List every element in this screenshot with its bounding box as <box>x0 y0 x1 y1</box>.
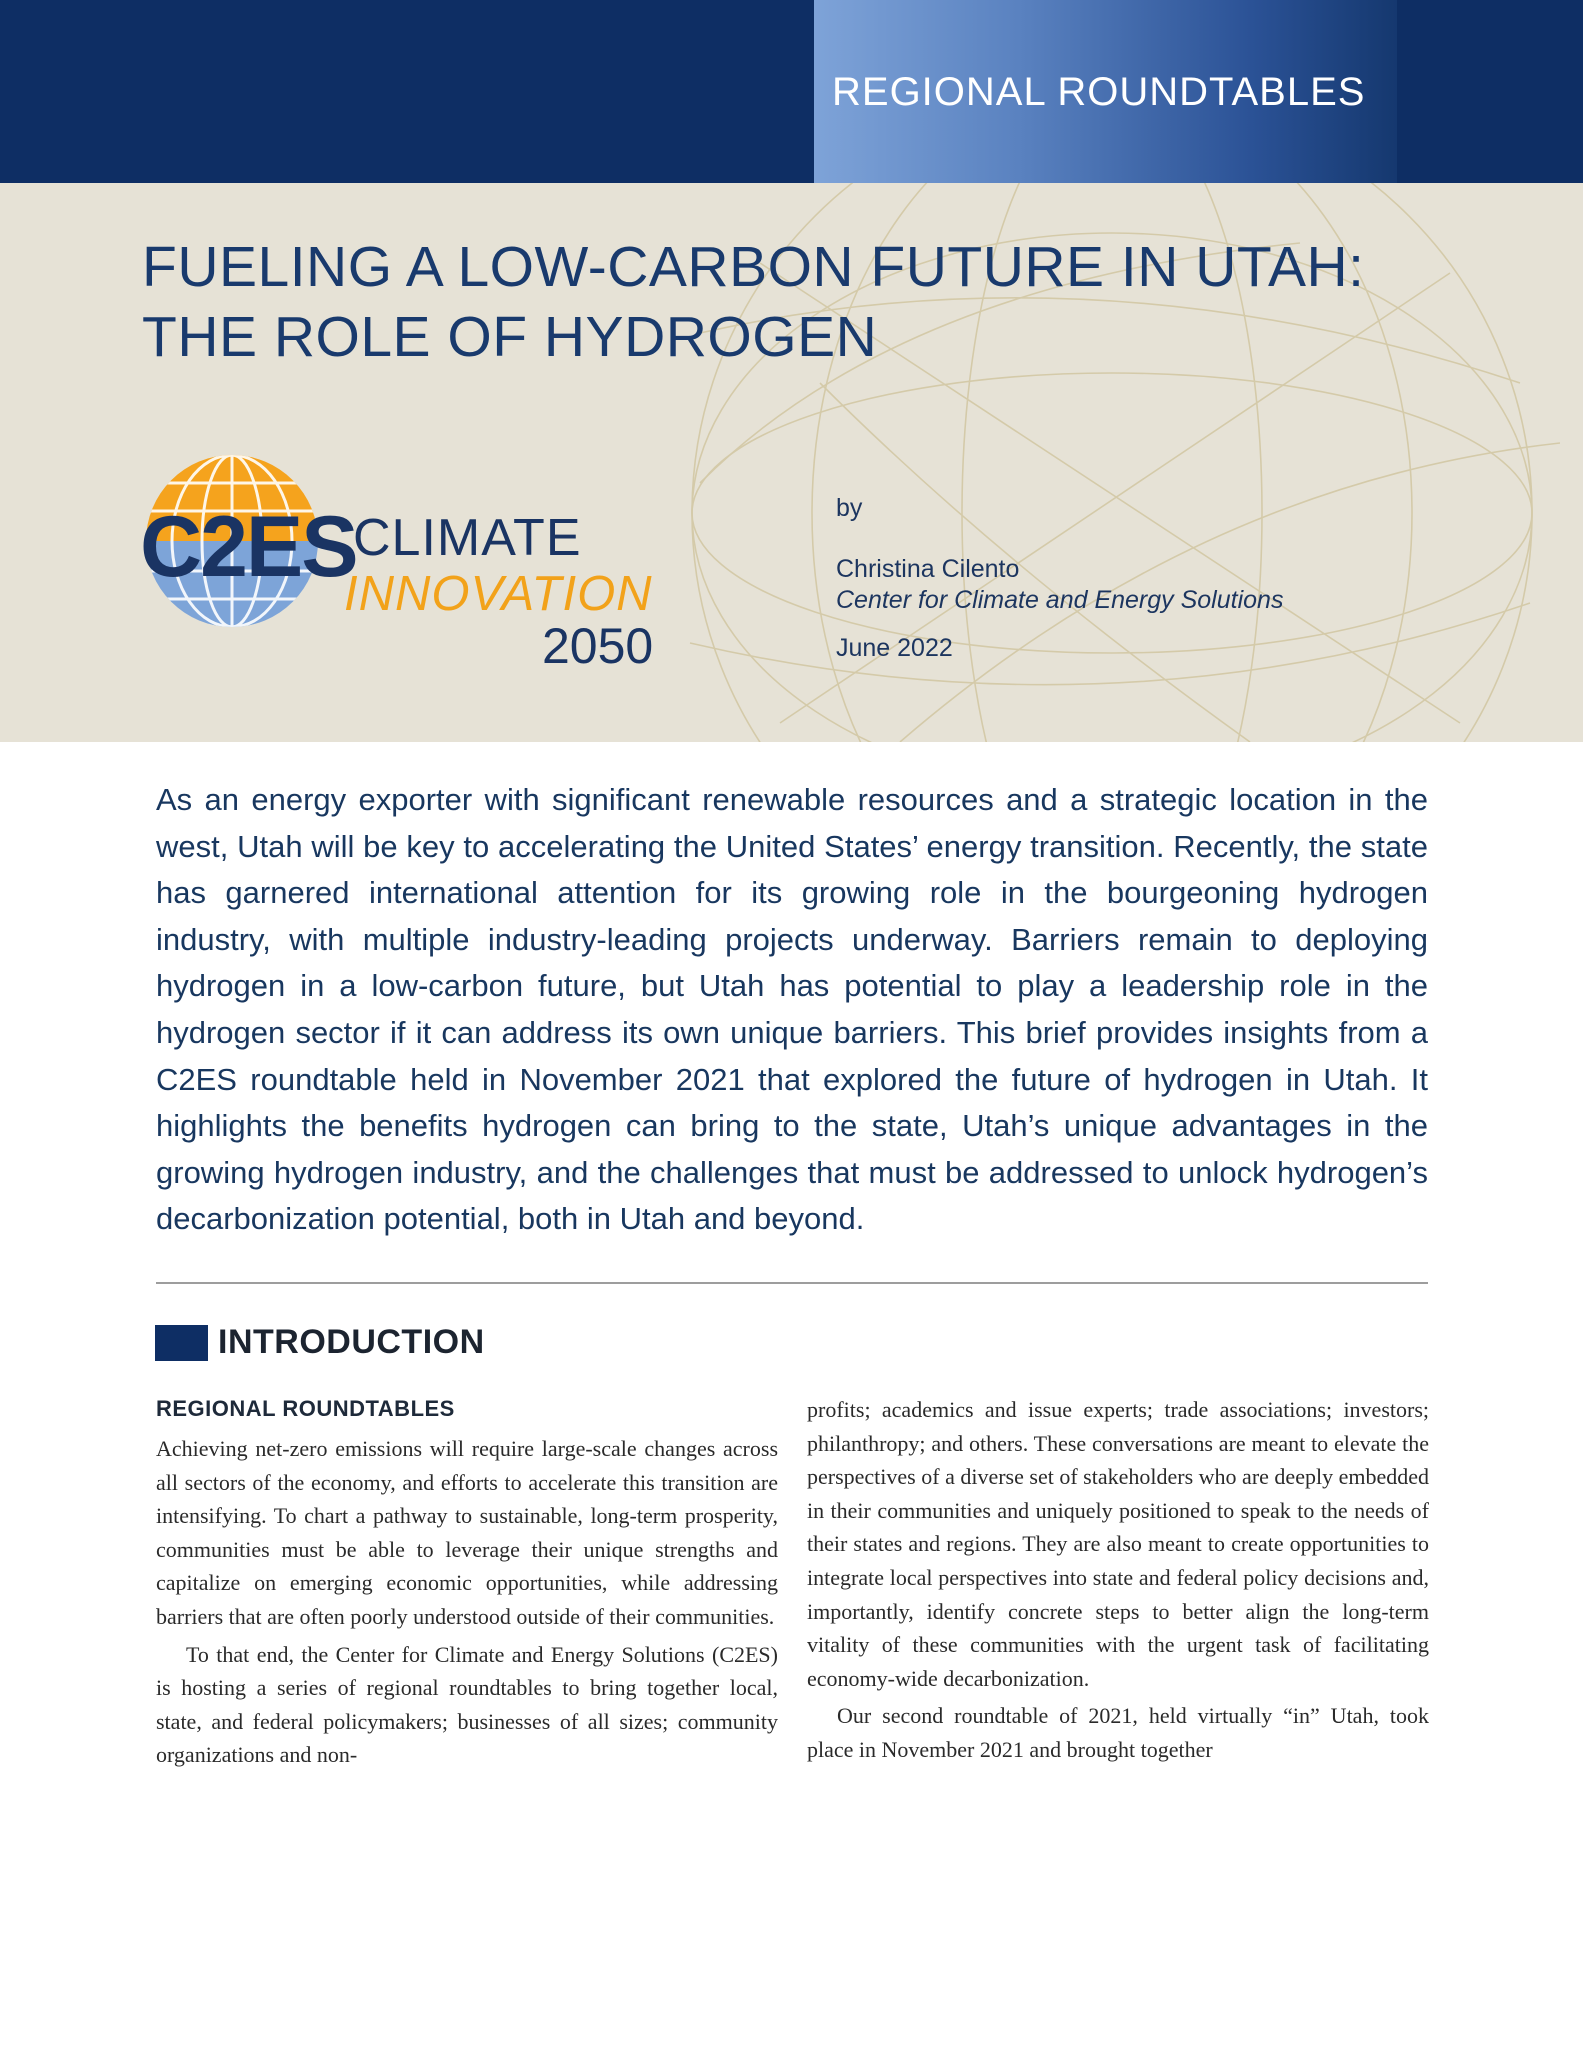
page-title <box>142 232 1542 372</box>
logo-year-text: 2050 <box>542 618 654 674</box>
section-marker <box>155 1325 208 1361</box>
byline-date: June 2022 <box>836 634 953 662</box>
body-column-right <box>807 1393 1429 1767</box>
series-label-panel <box>814 0 1397 183</box>
paragraph: To that end, the Center for Climate and Energy Solutions (C2ES) is hosting a series of regional roundtables to bring together local, state, and federal policymakers; businesses of all sizes; community organizations and non- <box>156 1641 778 1768</box>
series-label: REGIONAL ROUNDTABLES <box>832 70 1366 114</box>
c2es-logo <box>140 448 680 678</box>
body-column-left <box>156 1393 778 1772</box>
abstract: As an energy exporter with significant renewable resources and a strategic location in the west, Utah will be key to accelerating the United States’ energy transition. Recently, the state has garnered international attention for its growing role in the bourgeoning hydrogen industry, with multiple industry-leading projects underway. Barriers remain to deploying hydrogen in a low-carbon future, but Utah has potential to play a leadership role in the hydrogen sector if it can address its own unique barriers. This brief provides insights from a C2ES roundtable held in November 2021 that explored the future of hydrogen in Utah. It highlights the benefits hydrogen can bring to the state, Utah’s unique advantages in the growing hydrogen industry, and the challenges that must be addressed to unlock hydrogen’s decarbonization potential, both in Utah and beyond. <box>156 782 1428 1237</box>
paragraph: Our second roundtable of 2021, held virtually “in” Utah, took place in November 2021 and brought together <box>807 1703 1429 1762</box>
byline-author: Christina Cilento <box>836 555 1020 583</box>
logo-wordmark: C2ES <box>140 499 357 595</box>
section-heading-introduction: INTRODUCTION <box>218 1323 485 1361</box>
page-title-line-1: FUELING A LOW-CARBON FUTURE IN UTAH: <box>142 235 1365 299</box>
byline-by: by <box>836 494 863 522</box>
paragraph: profits; academics and issue experts; trade associations; investors; philanthropy; and others. These conversations are meant to elevate the perspectives of a diverse set of stakeholders who are deeply embedded in their communities and uniquely positioned to speak to the needs of their states and regions. They are also meant to create opportunities to integrate local perspectives into state and federal policy decisions and, importantly, identify concrete steps to better align the long-term vitality of these communities with the urgent task of facilitating economy-wide decarbonization. <box>807 1397 1429 1691</box>
top-banner <box>0 0 1583 183</box>
page-title-line-2: THE ROLE OF HYDROGEN <box>142 305 878 369</box>
byline-organization: Center for Climate and Energy Solutions <box>836 586 1284 614</box>
logo-climate-text: CLIMATE <box>353 509 582 567</box>
logo-innovation-text: INNOVATION <box>344 567 653 621</box>
section-divider <box>156 1282 1428 1284</box>
paragraph: Achieving net-zero emissions will require large-scale changes across all sectors of the economy, and efforts to accelerate this transition are intensifying. To chart a pathway to sustainable, long-term prosperity, communities must be able to leverage their unique strengths and capitalize on emerging economic opportunities, while addressing barriers that are often poorly understood outside of their communities. <box>156 1436 778 1629</box>
subheading-regional-roundtables: REGIONAL ROUNDTABLES <box>156 1396 455 1421</box>
